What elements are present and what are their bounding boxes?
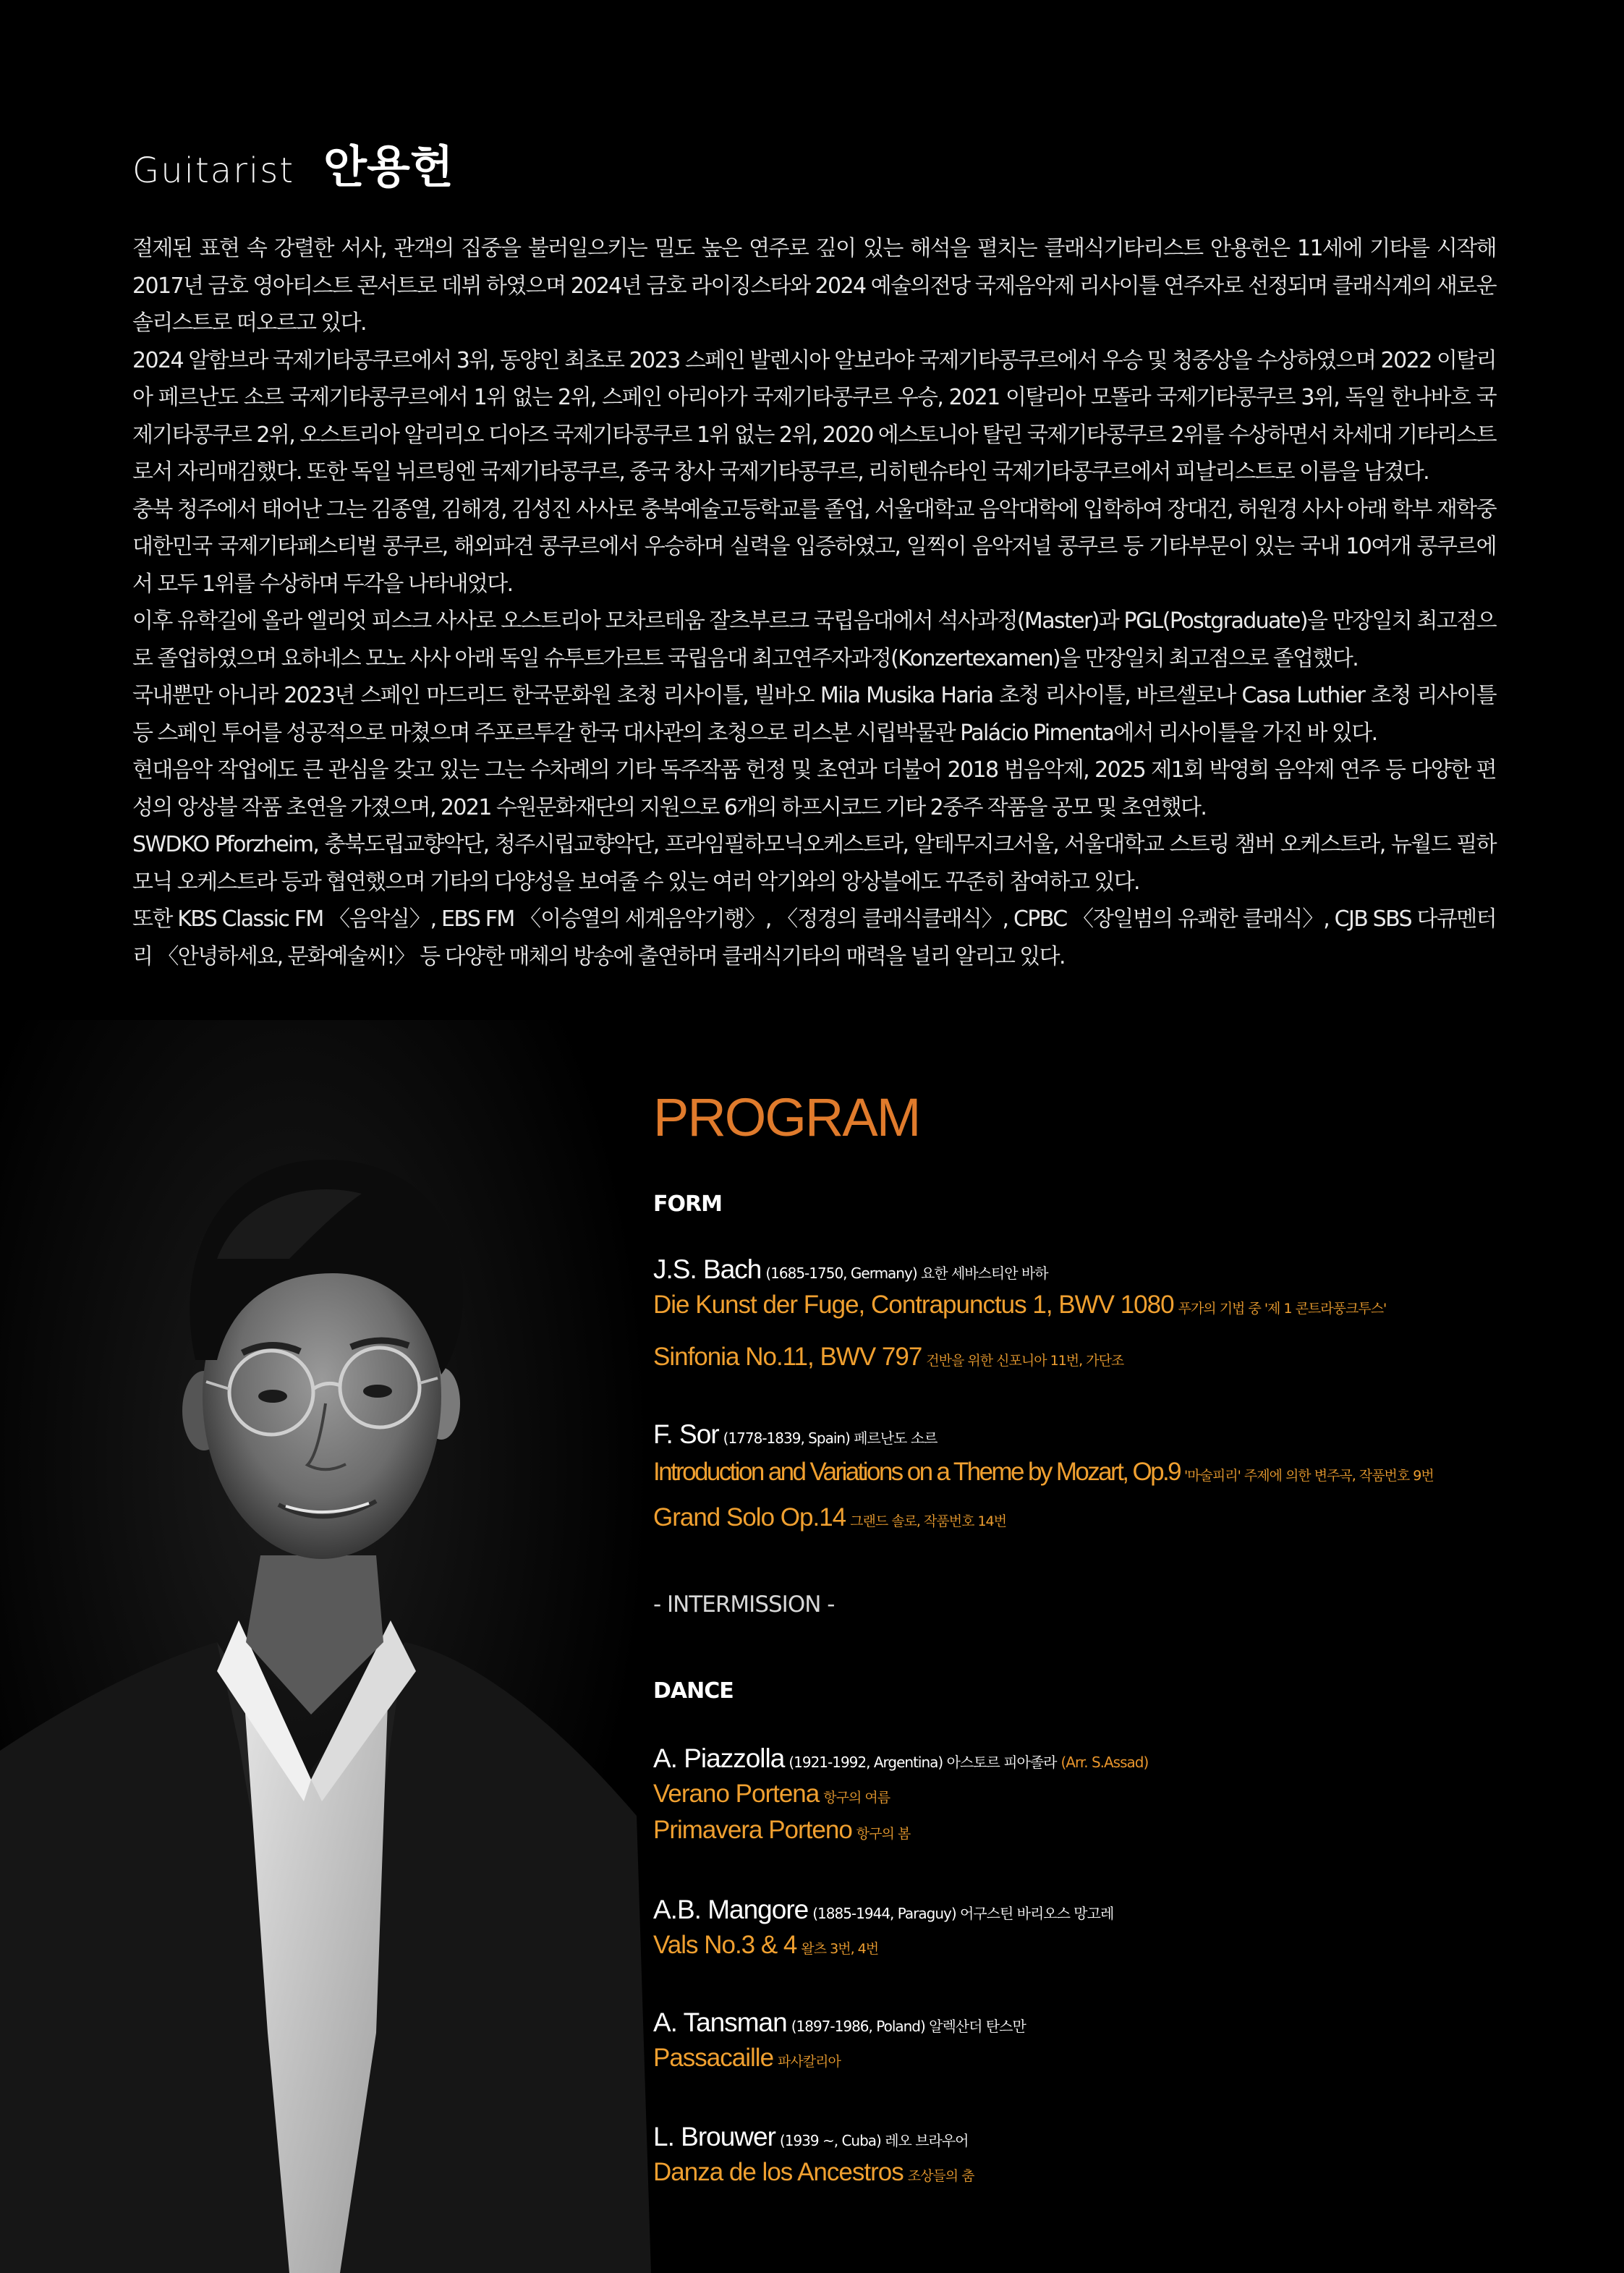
work-item <box>653 1781 890 1806</box>
composer-info: (1921-1992, Argentina) 아스토르 피아졸라 <box>788 1754 1057 1771</box>
section-form-label: FORM <box>653 1191 722 1217</box>
work-korean: 조상들의 춤 <box>907 2168 974 2184</box>
work-title: Verano Portena <box>653 1780 820 1808</box>
work-title: Introduction and Variations on a Theme by Mozart, Op.9 <box>653 1458 1180 1486</box>
composer-info: (1897-1986, Poland) 알렉산더 탄스만 <box>791 2018 1026 2035</box>
work-korean: 파사칼리아 <box>778 2054 841 2070</box>
composer-name: A.B. Mangore <box>653 1895 809 1924</box>
work-item <box>653 1932 878 1958</box>
composer-tansman <box>653 2009 1026 2036</box>
composer-info: (1939 ~, Cuba) 레오 브라우어 <box>779 2132 969 2149</box>
work-korean: '마술피리' 주제에 의한 변주곡, 작품번호 9번 <box>1183 1468 1434 1484</box>
bio-paragraph: 이후 유학길에 올라 엘리엇 피스크 사사로 오스트리아 모차르테움 잘츠부르크 국립음대에서 석사과정(Master)과 PGL(Postgraduate)을 만장일치 최고점으로 졸업하였으며 요하네스 모노 사사 아래 독일 슈투트가르트 국립음대 최고연주자과정(Konzertexamen)을 만장일치 최고점으로 졸업했다. <box>132 608 1496 671</box>
composer-piazzolla <box>653 1745 1148 1772</box>
bio-paragraph: SWDKO Pforzheim, 충북도립교향악단, 청주시립교향악단, 프라임필하모닉오케스트라, 알테무지크서울, 서울대학교 스트링 챔버 오케스트라, 뉴월드 필하모닉 오케스트라 등과 협연했으며 기타의 다양성을 보여줄 수 있는 여러 악기와의 앙상블에도 꾸준히 참여하고 있다. <box>132 832 1496 895</box>
composer-info: (1685-1750, Germany) 요한 세바스티안 바하 <box>765 1265 1048 1282</box>
work-title: Grand Solo Op.14 <box>653 1503 846 1531</box>
work-title: Sinfonia No.11, BWV 797 <box>653 1343 922 1371</box>
composer-info: (1778-1839, Spain) 페르난도 소르 <box>723 1429 938 1447</box>
work-korean: 푸가의 기법 중 '제 1 콘트라풍크투스' <box>1178 1301 1387 1317</box>
composer-name: A. Piazzolla <box>653 1743 785 1773</box>
composer-mangore <box>653 1896 1113 1923</box>
intermission-label: - INTERMISSION - <box>653 1592 835 1618</box>
work-korean: 건반을 위한 신포니아 11번, 가단조 <box>926 1353 1124 1369</box>
arranger-note: (Arr. S.Assad) <box>1060 1754 1149 1771</box>
artist-name: 안용헌 <box>323 140 454 193</box>
work-title: Danza de los Ancestros <box>653 2158 904 2186</box>
work-item <box>653 2045 841 2070</box>
section-dance-label: DANCE <box>653 1678 734 1704</box>
bio-paragraph: 2024 알함브라 국제기타콩쿠르에서 3위, 동양인 최초로 2023 스페인 발렌시아 알보라야 국제기타콩쿠르에서 우승 및 청중상을 수상하였으며 2022 이탈리아 페르난도 소르 국제기타콩쿠르에서 1위 없는 2위, 스페인 아리아가 국제기타콩쿠르 우승, 2021 이탈리아 모똘라 국제기타콩쿠르 3위, 독일 한나바흐 국제기타콩쿠르 2위, 오스트리아 알리리오 디아즈 국제기타콩쿠르 1위 없는 2위, 2020 에스토니아 탈린 국제기타콩쿠르 2위를 수상하면서 차세대 기타리스트로서 자리매김했다. 또한 독일 뉘르팅엔 국제기타콩쿠르, 중국 창사 국제기타콩쿠르, 리히텐슈타인 국제기타콩쿠르에서 피날리스트로 이름을 남겼다. <box>132 347 1496 485</box>
artist-role: Guitarist <box>132 150 295 191</box>
bio-paragraph: 현대음악 작업에도 큰 관심을 갖고 있는 그는 수차례의 기타 독주작품 헌정 및 초연과 더불어 2018 범음악제, 2025 제1회 박영희 음악제 연주 등 다양한 편성의 앙상블 작품 초연을 가졌으며, 2021 수원문화재단의 지원으로 6개의 하프시코드 기타 2중주 작품을 공모 및 초연했다. <box>132 757 1496 820</box>
work-item <box>653 1292 1386 1317</box>
work-title: Primavera Porteno <box>653 1816 852 1844</box>
work-title: Die Kunst der Fuge, Contrapunctus 1, BWV 1080 <box>653 1291 1174 1319</box>
work-item <box>653 2159 974 2185</box>
composer-name: F. Sor <box>653 1419 719 1449</box>
work-korean: 왈츠 3번, 4번 <box>801 1941 879 1957</box>
composer-bach <box>653 1256 1048 1283</box>
work-title: Passacaille <box>653 2044 774 2072</box>
work-korean: 그랜드 솔로, 작품번호 14번 <box>850 1513 1007 1529</box>
artist-heading <box>132 140 454 193</box>
bio-paragraph: 절제된 표현 속 강렬한 서사, 관객의 집중을 불러일으키는 밀도 높은 연주로 깊이 있는 해석을 펼치는 클래식기타리스트 안용헌은 11세에 기타를 시작해 2017년 금호 영아티스트 콘서트로 데뷔 하였으며 2024년 금호 라이징스타와 2024 예술의전당 국제음악제 리사이틀 연주자로 선정되며 클래식계의 새로운 솔리스트로 떠오르고 있다. <box>132 236 1496 336</box>
composer-name: L. Brouwer <box>653 2122 775 2151</box>
composer-sor <box>653 1421 938 1448</box>
composer-name: A. Tansman <box>653 2008 787 2037</box>
composer-name: J.S. Bach <box>653 1254 762 1284</box>
work-item <box>653 1459 1434 1484</box>
work-item <box>653 1817 910 1843</box>
artist-portrait <box>0 1020 651 2273</box>
work-item <box>653 1344 1123 1369</box>
work-item <box>653 1505 1006 1530</box>
composer-brouwer <box>653 2123 968 2150</box>
program-title: PROGRAM <box>653 1087 920 1147</box>
composer-info: (1885-1944, Paraguy) 어구스틴 바리오스 망고레 <box>812 1905 1114 1922</box>
work-korean: 항구의 봄 <box>856 1826 911 1842</box>
bio-paragraph: 또한 KBS Classic FM 〈음악실〉, EBS FM 〈이승열의 세계음악기행〉, 〈정경의 클래식클래식〉, CPBC 〈장일범의 유쾌한 클래식〉, CJB SBS 다큐멘터리 〈안녕하세요, 문화예술씨!〉 등 다양한 매체의 방송에 출연하며 클래식기타의 매력을 널리 알리고 있다. <box>132 906 1496 969</box>
work-korean: 항구의 여름 <box>823 1790 890 1806</box>
biography <box>132 230 1496 975</box>
bio-paragraph: 충북 청주에서 태어난 그는 김종열, 김해경, 김성진 사사로 충북예술고등학교를 졸업, 서울대학교 음악대학에 입학하여 장대건, 허원경 사사 아래 학부 재학중 대한민국 국제기타페스티벌 콩쿠르, 해외파견 콩쿠르에서 우승하며 실력을 입증하였고, 일찍이 음악저널 콩쿠르 등 기타부문이 있는 국내 10여개 콩쿠르에서 모두 1위를 수상하며 두각을 나타내었다. <box>132 496 1496 597</box>
work-title: Vals No.3 & 4 <box>653 1931 797 1959</box>
bio-paragraph: 국내뿐만 아니라 2023년 스페인 마드리드 한국문화원 초청 리사이틀, 빌바오 Mila Musika Haria 초청 리사이틀, 바르셀로나 Casa Luthier 초청 리사이틀 등 스페인 투어를 성공적으로 마쳤으며 주포르투갈 한국 대사관의 초청으로 리스본 시립박물관 Palácio Pimenta에서 리사이틀을 가진 바 있다. <box>132 683 1496 746</box>
